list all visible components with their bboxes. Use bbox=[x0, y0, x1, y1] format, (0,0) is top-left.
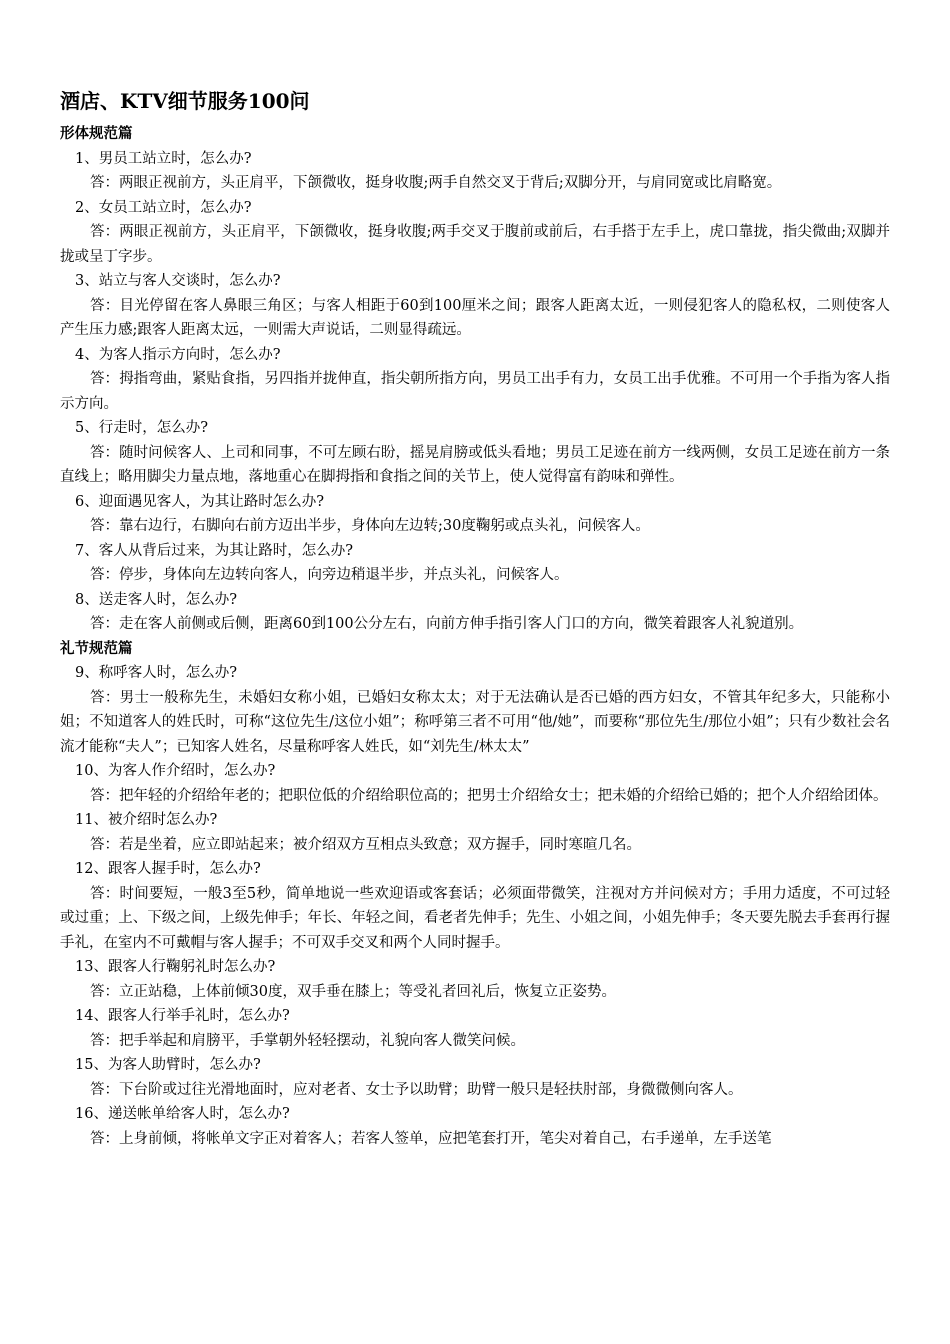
question: 3、站立与客人交谈时，怎么办? bbox=[75, 273, 281, 289]
section-etiquette bbox=[60, 637, 890, 1152]
question: 14、跟客人行举手礼时，怎么办? bbox=[75, 1008, 290, 1024]
question: 6、迎面遇见客人，为其让路时怎么办? bbox=[75, 493, 324, 510]
answer: 答：两眼正视前方，头正肩平，下颌微收，挺身收腹;两手交叉于腹前或前后，右手搭于左手上，虎口靠拢，指尖微曲;双脚并拢或呈丁字步。 bbox=[60, 224, 890, 265]
question: 8、送走客人时，怎么办? bbox=[75, 591, 237, 608]
answer: 答：停步，身体向左边转向客人，向旁边稍退半步，并点头礼，问候客人。 bbox=[90, 567, 569, 583]
answer: 答：下台阶或过往光滑地面时，应对老者、女士予以助臂；助臂一般只是轻扶肘部，身微微侧向客人。 bbox=[90, 1081, 743, 1098]
answer: 答：时间要短，一般3至5秒，简单地说一些欢迎语或客套话；必须面带微笑，注视对方并问候对方；手用力适度，不可过轻或过重；上、下级之间，上级先伸手；年长、年轻之间，看老者先伸手；先生、小姐之间，小姐先伸手；冬天要先脱去手套再行握手礼，在室内不可戴帽与客人握手；不可双手交叉和两个人同时握手。 bbox=[60, 885, 890, 951]
section-heading: 形体规范篇 bbox=[60, 125, 133, 142]
question: 10、为客人作介绍时，怎么办? bbox=[75, 763, 276, 779]
question: 13、跟客人行鞠躬礼时怎么办? bbox=[75, 959, 276, 975]
answer: 答：拇指弯曲，紧贴食指，另四指并拢伸直，指尖朝所指方向，男员工出手有力，女员工出手优雅。不可用一个手指为客人指示方向。 bbox=[60, 371, 890, 412]
answer: 答：若是坐着，应立即站起来；被介绍双方互相点头致意；双方握手，同时寒暄几名。 bbox=[90, 836, 641, 853]
answer: 答：把手举起和肩膀平，手掌朝外轻轻摆动，礼貌向客人微笑问候。 bbox=[90, 1032, 525, 1049]
question: 2、女员工站立时，怎么办? bbox=[75, 199, 252, 216]
question: 15、为客人助臂时，怎么办? bbox=[75, 1057, 261, 1073]
answer: 答：把年轻的介绍给年老的；把职位低的介绍给职位高的；把男士介绍给女士；把未婚的介绍给已婚的；把个人介绍给团体。 bbox=[90, 787, 888, 804]
section-heading: 礼节规范篇 bbox=[60, 639, 133, 657]
section-posture bbox=[60, 122, 890, 637]
answer: 答：上身前倾，将帐单文字正对着客人；若客人签单，应把笔套打开，笔尖对着自己，右手递单，左手送笔 bbox=[90, 1130, 772, 1147]
answer: 答：立正站稳，上体前倾30度，双手垂在膝上；等受礼者回礼后，恢复立正姿势。 bbox=[90, 983, 616, 1000]
document-title: 酒店、KTV细节服务100问 bbox=[60, 89, 310, 113]
question: 11、被介绍时怎么办? bbox=[75, 812, 218, 828]
answer: 答：两眼正视前方，头正肩平，下颌微收，挺身收腹;两手自然交叉于背后;双脚分开，与肩同宽或比肩略宽。 bbox=[90, 175, 782, 191]
answer: 答：随时问候客人、上司和同事，不可左顾右盼，摇晃肩膀或低头看地；男员工足迹在前方一线两侧，女员工足迹在前方一条直线上；略用脚尖力量点地，落地重心在脚拇指和食指之间的关节上，使人觉得富有韵味和弹性。 bbox=[60, 444, 890, 485]
answer: 答：靠右边行，右脚向右前方迈出半步，身体向左边转;30度鞠躬或点头礼，问候客人。 bbox=[90, 518, 650, 534]
question: 7、客人从背后过来，为其让路时，怎么办? bbox=[75, 542, 353, 559]
question: 16、递送帐单给客人时，怎么办? bbox=[75, 1106, 290, 1122]
answer: 答：男士一般称先生，未婚妇女称小姐，已婚妇女称太太；对于无法确认是否已婚的西方妇女，不管其年纪多大，只能称小姐；不知道客人的姓氏时，可称“这位先生/这位小姐”；称呼第三者不可用“他/她”，而要称“那位先生/那位小姐”；只有少数社会名流才能称“夫人”；已知客人姓名，尽量称呼客人姓氏，如“刘先生/林太太” bbox=[60, 689, 890, 755]
answer: 答：走在客人前侧或后侧，距离60到100公分左右，向前方伸手指引客人门口的方向，微笑着跟客人礼貌道别。 bbox=[90, 616, 804, 632]
question: 5、行走时，怎么办? bbox=[75, 420, 208, 436]
document-page bbox=[60, 86, 890, 1151]
answer: 答：目光停留在客人鼻眼三角区；与客人相距于60到100厘米之间；跟客人距离太近，一则侵犯客人的隐私权，二则使客人产生压力感;跟客人距离太远，一则需大声说话，二则显得疏远。 bbox=[60, 297, 890, 338]
question: 4、为客人指示方向时，怎么办? bbox=[75, 346, 281, 363]
question: 9、称呼客人时，怎么办? bbox=[75, 665, 237, 681]
question: 1、男员工站立时，怎么办? bbox=[75, 150, 252, 167]
question: 12、跟客人握手时，怎么办? bbox=[75, 861, 261, 877]
